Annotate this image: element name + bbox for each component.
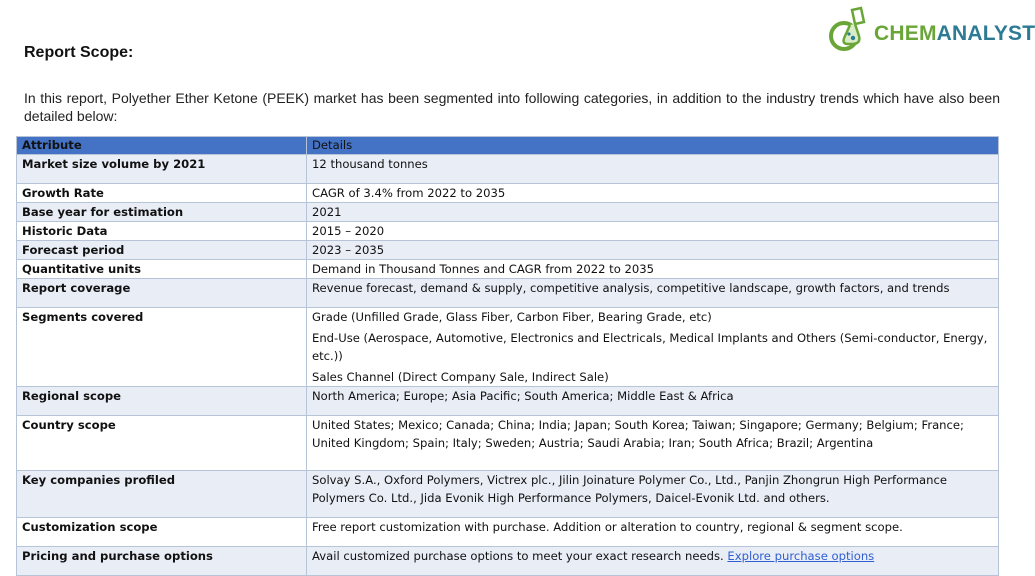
row-attribute: Regional scope: [17, 387, 307, 416]
pricing-text: Avail customized purchase options to meet your exact research needs.: [312, 549, 724, 563]
logo-wordmark-part2: ANALYST: [936, 22, 1035, 45]
table-row: [17, 203, 999, 222]
row-attribute: Base year for estimation: [17, 203, 307, 222]
row-details: [307, 547, 999, 576]
table-row: [17, 155, 999, 184]
row-details: Revenue forecast, demand & supply, competitive analysis, competitive landscape, growth factors, and trends: [307, 279, 999, 308]
row-attribute: Report coverage: [17, 279, 307, 308]
row-attribute: Segments covered: [17, 308, 307, 387]
row-details: 2023 – 2035: [307, 241, 999, 260]
row-attribute: Country scope: [17, 416, 307, 471]
row-details: Solvay S.A., Oxford Polymers, Victrex plc., Jilin Joinature Polymer Co., Ltd., Panjin Zhongrun High Performance Polymers Co. Ltd., Jida Evonik High Performance Polymers, Daicel-Evonik Ltd. and others.: [307, 471, 999, 518]
segment-line: Grade (Unfilled Grade, Glass Fiber, Carbon Fiber, Bearing Grade, etc): [312, 310, 712, 324]
row-details: Free report customization with purchase. Addition or alteration to country, regional & segment scope.: [307, 518, 999, 547]
report-scope-table: [16, 136, 999, 576]
explore-purchase-options-link[interactable]: Explore purchase options: [727, 549, 875, 563]
row-attribute: Historic Data: [17, 222, 307, 241]
row-attribute: Growth Rate: [17, 184, 307, 203]
segment-line: End-Use (Aerospace, Automotive, Electronics and Electricals, Medical Implants and Others (Semi-conductor, Energy, etc.)): [312, 331, 988, 363]
table-row: [17, 387, 999, 416]
logo-wordmark: [874, 22, 1035, 46]
intro-paragraph: In this report, Polyether Ether Ketone (PEEK) market has been segmented into following categories, in addition to the industry trends which have also been detailed below:: [24, 90, 1000, 124]
row-details: 12 thousand tonnes: [307, 155, 999, 184]
row-attribute: Pricing and purchase options: [17, 547, 307, 576]
row-details: Demand in Thousand Tonnes and CAGR from 2022 to 2035: [307, 260, 999, 279]
table-row: [17, 222, 999, 241]
flask-icon: [828, 4, 876, 56]
table-row: [17, 241, 999, 260]
table-row: [17, 260, 999, 279]
table-row: [17, 279, 999, 308]
table-row: [17, 547, 999, 576]
chemanalyst-logo[interactable]: [828, 4, 1035, 56]
row-attribute: Key companies profiled: [17, 471, 307, 518]
logo-wordmark-part1: CHEM: [874, 22, 937, 45]
table-row: [17, 184, 999, 203]
row-details: 2015 – 2020: [307, 222, 999, 241]
row-attribute: Quantitative units: [17, 260, 307, 279]
table-row: [17, 518, 999, 547]
row-details: [307, 308, 999, 387]
header-details: Details: [307, 137, 999, 155]
row-attribute: Customization scope: [17, 518, 307, 547]
table-row: [17, 416, 999, 471]
page-title: Report Scope:: [24, 44, 134, 61]
header-attribute: Attribute: [17, 137, 307, 155]
row-details: CAGR of 3.4% from 2022 to 2035: [307, 184, 999, 203]
row-details: North America; Europe; Asia Pacific; South America; Middle East & Africa: [307, 387, 999, 416]
table-header-row: [17, 137, 999, 155]
row-details: 2021: [307, 203, 999, 222]
row-details: United States; Mexico; Canada; China; India; Japan; South Korea; Taiwan; Singapore; Germany; Belgium; France; United Kingdom; Spain; Italy; Sweden; Austria; Saudi Arabia; Iran; South Africa; Brazil; Argentina: [307, 416, 999, 471]
segment-line: Sales Channel (Direct Company Sale, Indirect Sale): [312, 370, 609, 384]
table-row: [17, 471, 999, 518]
row-attribute: Market size volume by 2021: [17, 155, 307, 184]
table-row: [17, 308, 999, 387]
row-attribute: Forecast period: [17, 241, 307, 260]
